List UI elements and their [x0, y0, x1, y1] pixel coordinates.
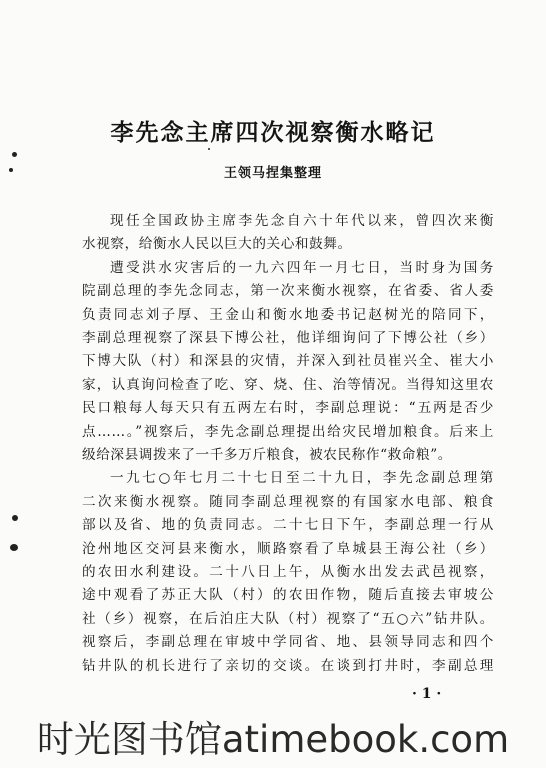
- scan-speck: [10, 544, 18, 551]
- body-text-line: 李副总理视察了深县下博公社，他详细询问了下博公社（乡）: [82, 330, 494, 346]
- page-number: · 1 ·: [412, 686, 442, 702]
- body-text-line: 下博大队（村）和深县的灾情，并深入到社员崔兴全、崔大小: [82, 353, 494, 370]
- body-text-line: 沧州地区交河县来衡水，顺路察看了阜城县王海公社（乡）: [82, 540, 494, 557]
- body-text-line: 二次来衡水视察。随同李副总理视察的有国家水电部、粮食: [82, 493, 494, 510]
- body-text-line: 钻井队的机长进行了亲切的交谈。在谈到打井时，李副总理: [82, 657, 494, 674]
- body-text-line: 遭受洪水灾害后的一九六四年一月七日，当时身为国务: [110, 259, 494, 276]
- body-text-line: 点……。”视察后，李先念副总理提出给灾民增加粮食。后来上: [82, 423, 494, 440]
- body-text-line: 负责同志刘子厚、王金山和衡水地委书记赵树光的陪同下，: [82, 306, 494, 323]
- body-text-line: 途中观看了苏正大队（村）的农田作物，随后直接去审坡公: [82, 587, 494, 604]
- document-title: 李先念主席四次视察衡水略记: [110, 119, 436, 146]
- scan-speck: [12, 152, 17, 157]
- body-text-line: 一九七○年七月二十七日至二十九日，李先念副总理第: [110, 470, 494, 487]
- body-text-line: 家，认真询问检查了吃、穿、烧、住、治等情况。当得知这里农: [82, 376, 494, 393]
- body-text-line: 院副总理的李先念同志，第一次来衡水视察，在省委、省人委: [82, 283, 494, 300]
- scan-speck: [12, 515, 18, 521]
- body-text-line: 的农田水利建设。二十八日上午，从衡水出发去武邑视察，: [82, 564, 494, 580]
- body-text-line: 视察后，李副总理在审坡中学同省、地、县领导同志和四个: [82, 634, 494, 651]
- scan-speck: [9, 168, 13, 172]
- watermark: 时光图书馆atimebook.com: [36, 718, 510, 761]
- body-text-line: 现任全国政协主席李先念自六十年代以来，曾四次来衡: [110, 213, 494, 229]
- body-text-line: 部以及省、地的负责同志。二十七日下午，李副总理一行从: [82, 517, 494, 534]
- body-text-line: 社（乡）视察，在后泊庄大队（村）视察了“五○六”钻井队。: [82, 610, 494, 627]
- scan-speck: [208, 148, 210, 150]
- body-text-line: 民口粮每人每天只有五两左右时，李副总理说：“五两是否少: [82, 400, 494, 417]
- body-text-line: 水视察，给衡水人民以巨大的关心和鼓舞。: [82, 236, 352, 253]
- body-text-line: 级给深县调拨来了一千多万斤粮食，被农民称作“救命粮”。: [82, 447, 452, 463]
- document-author: 王领马捏集整理: [223, 166, 322, 181]
